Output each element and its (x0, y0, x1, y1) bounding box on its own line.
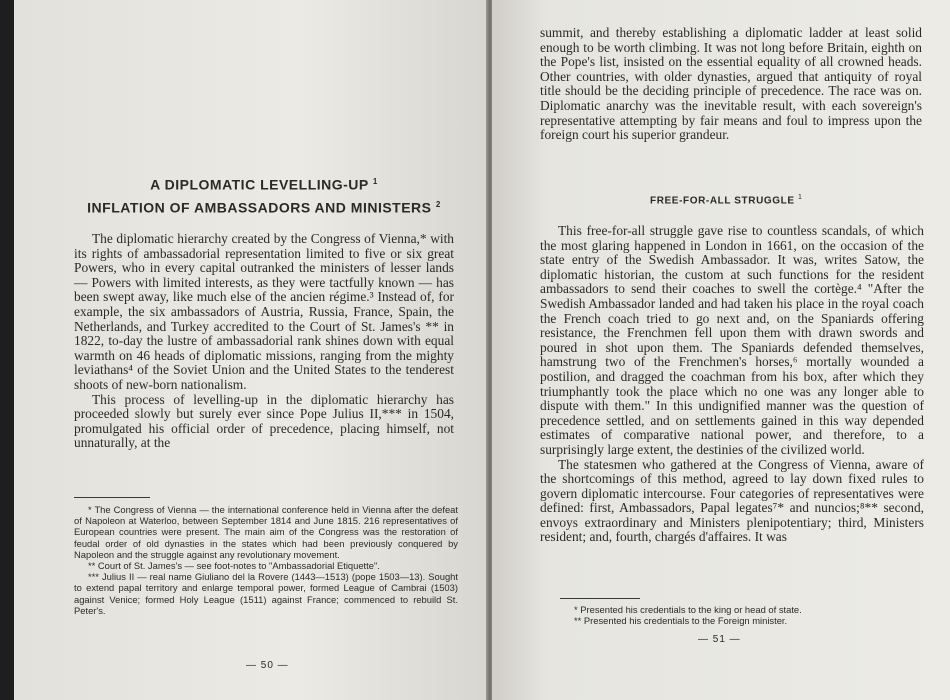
heading-line-2: INFLATION OF AMBASSADORS AND MINISTERS $^2$ (87, 199, 441, 216)
chapter-heading (74, 172, 454, 217)
paragraph: This process of levelling-up in the diplomatic hierarchy has proceeded slowly but surely ever since Pope Julius II,*** in 1504, promulgated his official order of precedence, placing himself, not unnaturally, at the (74, 391, 454, 451)
footnote: ** Presented his credentials to the Foreign minister. (574, 615, 788, 627)
paragraph: summit, and thereby establishing a diplomatic ladder at least solid enough to be worth climbing. It was not long before Britain, eighth on the Pope's list, insisted on the essential equality of all crowned heads. Other countries, with older dynasties, argued that antiquity of royal title should be the deciding principle of precedence. The race was on. Diplomatic anarchy was the inevitable result, with each sovereign's representative attempting by fair means and foul to impress upon the foreign court his superior grandeur. (540, 25, 922, 143)
left-body-text (74, 232, 454, 451)
footnote-rule (560, 598, 640, 599)
section-subheading: FREE-FOR-ALL STRUGGLE $^1$ (650, 194, 803, 207)
page-number: — 51 — (698, 634, 741, 645)
right-top-text (540, 26, 922, 143)
paragraph: The diplomatic hierarchy created by the Congress of Vienna,* with its rights of ambassadorial representation limited to five or six great Powers, who in every capital outranked the ministers of lesser lands — Powers with limited interests, as they were tactfully known — has been swept away, like much else of the ancien régime.³ Instead of, for example, the six ambassadors of Austria, Russia, France, Spain, the Netherlands, and Turkey accredited to the Court of St. James's ** in 1822, to-day the lustre of ambassadorial rank shines down with equal warmth on 46 heads of diplomatic missions, ranging from the mighty leviathans⁴ of the Soviet Union and the United States to the tenderest shoots of new-born nationalism. (74, 231, 454, 392)
footnote: * The Congress of Vienna — the international conference held in Vienna after the defeat of Napoleon at Waterloo, between September 1814 and June 1815. 216 representatives of European countries were present. The main aim of the Congress was the restoration of feudal order of old dynasties in the states which had been previously conquered by Napoleon and the struggle against any revolutionary movement. (74, 504, 458, 560)
footnote-rule (74, 497, 150, 498)
right-body-text (540, 224, 924, 545)
paragraph: This free-for-all struggle gave rise to countless scandals, of which the most glaring happened in London in 1661, on the occasion of the state entry of the Swedish Ambassador. It was, writes Satow, the diplomatic historian, the custom at such functions for the resident ambassadors to send their coaches to swell the cortège.⁴ "After the Swedish Ambassador landed and had taken his place in the royal coach the French coach tried to go next and, on the Spaniards offering resistance, the Frenchmen fell upon them with drawn swords and poured in shot upon them. The Spaniards defended themselves, hamstrung two of the Frenchmen's horses,⁶ mortally wounded a postilion, and dragged the coachman from his box, after which they triumphantly took the place which no one was any longer able to dispute with them." In this undignified manner was the question of precedence settled, and on settlements gained in this way depended estimates of comparative national power, and therefore, to a surprisingly large extent, the destinies of the civilized world. (540, 223, 924, 457)
footnote: *** Julius II — real name Giuliano del la Rovere (1443—1513) (pope 1503—13). Sought to extend papal territory and enlarge temporal power, formed League of Cambrai (1503) against Venice; formed Holy League (1511) against France; commenced to rebuild St. Peter's. (74, 571, 458, 616)
footnote: * Presented his credentials to the king or head of state. (574, 604, 802, 615)
left-footnotes (74, 504, 458, 616)
paragraph: The statesmen who gathered at the Congress of Vienna, aware of the shortcomings of this method, agreed to lay down fixed rules to govern diplomatic intercourse. Four categories of representatives were defined: first, Ambassadors, Papal legates⁷* and nuncios;⁸** second, envoys extraordinary and Ministers plenipotentiary; third, Ministers resident; and, fourth, chargés d'affaires. It was (540, 456, 924, 545)
heading-line-1: A DIPLOMATIC LEVELLING-UP $^1$ (150, 176, 378, 193)
footnote: ** Court of St. James's — see foot-notes to "Ambassadorial Etiquette". (88, 560, 380, 572)
right-page (492, 0, 950, 700)
right-footnotes (560, 604, 920, 626)
page-number: — 50 — (246, 660, 289, 671)
